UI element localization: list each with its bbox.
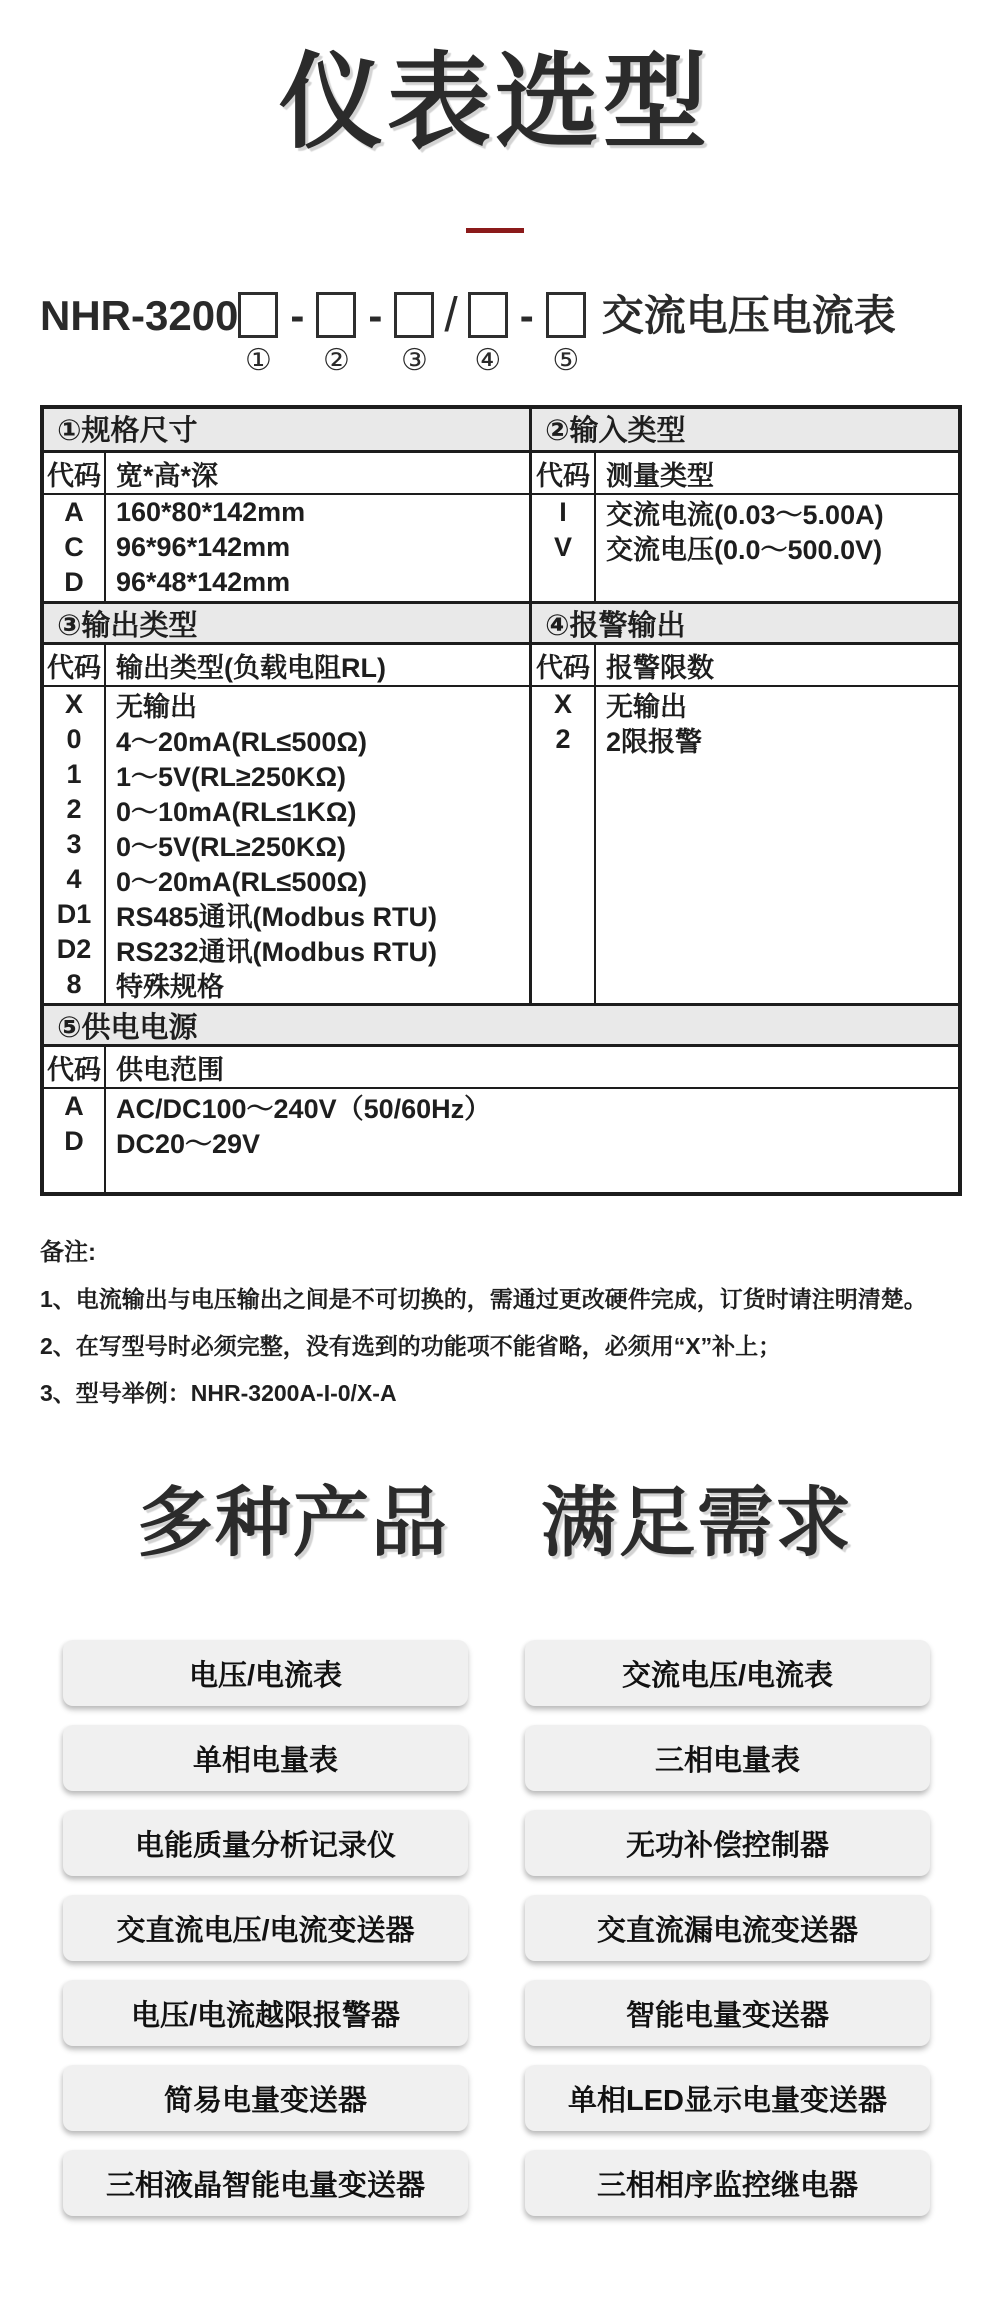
table-row xyxy=(44,530,529,565)
section-header-input-type: ②输入类型 xyxy=(532,409,958,453)
product-button-left-2[interactable]: 单相电量表 xyxy=(63,1725,468,1791)
model-slot-box xyxy=(546,292,586,338)
cell-code: 4 xyxy=(44,862,106,897)
model-slot-number: ⑤ xyxy=(552,344,580,377)
products-heading-left: 多种产品 xyxy=(137,1481,449,1566)
note-item-2: 2、在写型号时必须完整，没有选到的功能项不能省略，必须用“X”补上； xyxy=(40,1333,782,1359)
cell-desc: 0～5V(RL≥250KΩ) xyxy=(116,832,347,862)
table-row xyxy=(532,495,958,530)
table-section-output-type xyxy=(44,645,532,1003)
product-button-right-3[interactable]: 无功补偿控制器 xyxy=(525,1810,930,1876)
cell-desc: 96*96*142mm xyxy=(116,532,291,562)
cell-desc: 特殊规格 xyxy=(116,972,224,1002)
table-row xyxy=(532,687,958,722)
cell-code: X xyxy=(532,687,596,722)
cell-code: D xyxy=(44,565,106,600)
col-header-desc: 输出类型(负载电阻RL) xyxy=(116,652,386,683)
product-button-right-7[interactable]: 三相相序监控继电器 xyxy=(525,2150,930,2216)
note-item-1: 1、电流输出与电压输出之间是不可切换的，需通过更改硬件完成，订货时请注明清楚。 xyxy=(40,1286,927,1312)
products-grid xyxy=(63,1640,930,2216)
cell-code: D xyxy=(44,1124,106,1159)
cell-code: 8 xyxy=(44,967,106,1002)
cell-code: D2 xyxy=(44,932,106,967)
cell-code: C xyxy=(44,530,106,565)
col-header-desc: 报警限数 xyxy=(606,652,714,683)
col-header-code: 代码 xyxy=(532,645,596,685)
cell-code: 0 xyxy=(44,722,106,757)
col-header-code: 代码 xyxy=(44,645,106,685)
table-header-row xyxy=(44,1047,958,1089)
col-header-code: 代码 xyxy=(44,1047,106,1087)
product-button-left-6[interactable]: 简易电量变送器 xyxy=(63,2065,468,2131)
table-section-alarm-output xyxy=(532,645,958,1003)
section-header-alarm-output: ④报警输出 xyxy=(532,601,958,645)
products-heading-right: 满足需求 xyxy=(541,1481,853,1566)
table-header-row xyxy=(44,645,529,687)
product-button-right-4[interactable]: 交直流漏电流变送器 xyxy=(525,1895,930,1961)
table-row xyxy=(44,687,529,722)
table-row xyxy=(44,897,529,932)
product-button-right-2[interactable]: 三相电量表 xyxy=(525,1725,930,1791)
cell-code: A xyxy=(44,495,106,530)
col-header-desc: 供电范围 xyxy=(116,1054,224,1085)
cell-desc: DC20～29V xyxy=(116,1129,261,1159)
model-separator: - xyxy=(519,292,534,339)
title-underline-accent xyxy=(466,228,524,233)
cell-desc: RS232通讯(Modbus RTU) xyxy=(116,937,438,967)
model-slot-number: ① xyxy=(244,344,272,377)
model-separator: - xyxy=(368,292,383,339)
cell-desc: 1～5V(RL≥250KΩ) xyxy=(116,762,347,792)
model-slot-number: ③ xyxy=(400,344,428,377)
cell-code: X xyxy=(44,687,106,722)
table-row xyxy=(44,565,529,600)
product-button-left-4[interactable]: 交直流电压/电流变送器 xyxy=(63,1895,468,1961)
cell-desc: 160*80*142mm xyxy=(116,497,306,527)
cell-code: 3 xyxy=(44,827,106,862)
cell-code: 2 xyxy=(532,722,596,757)
table-row xyxy=(44,827,529,862)
table-row xyxy=(44,862,529,897)
model-slot-1 xyxy=(238,292,278,376)
selection-table xyxy=(40,405,962,1196)
table-row xyxy=(44,495,529,530)
model-slot-2 xyxy=(316,292,356,376)
cell-desc: 无输出 xyxy=(116,692,197,722)
product-button-left-3[interactable]: 电能质量分析记录仪 xyxy=(63,1810,468,1876)
product-button-right-5[interactable]: 智能电量变送器 xyxy=(525,1980,930,2046)
cell-desc: 4～20mA(RL≤500Ω) xyxy=(116,727,368,757)
cell-desc: 96*48*142mm xyxy=(116,567,291,597)
model-slot-number: ② xyxy=(322,344,350,377)
cell-desc: 无输出 xyxy=(606,692,687,722)
cell-desc: 0～10mA(RL≤1KΩ) xyxy=(116,797,357,827)
model-slot-number: ④ xyxy=(474,344,502,377)
model-slot-4 xyxy=(468,292,508,376)
table-row xyxy=(532,530,958,565)
cell-code: A xyxy=(44,1089,106,1124)
section-header-power-supply: ⑤供电电源 xyxy=(44,1003,958,1047)
note-item-3: 3、型号举例：NHR-3200A-I-0/X-A xyxy=(40,1380,397,1406)
model-slot-box xyxy=(238,292,278,338)
page-title: 仪表选型 xyxy=(278,45,711,161)
table-header-row xyxy=(44,453,529,495)
model-prefix: NHR-3200 xyxy=(40,292,239,339)
product-button-left-5[interactable]: 电压/电流越限报警器 xyxy=(63,1980,468,2046)
table-row xyxy=(44,757,529,792)
model-slot-5 xyxy=(546,292,586,376)
notes-label: 备注: xyxy=(40,1239,96,1266)
table-section-power-supply xyxy=(44,1047,958,1192)
section-header-output-type: ③输出类型 xyxy=(44,601,532,645)
table-section-input-type xyxy=(532,453,958,601)
table-filler xyxy=(532,565,958,601)
cell-code: I xyxy=(532,495,596,530)
product-button-right-1[interactable]: 交流电压/电流表 xyxy=(525,1640,930,1706)
cell-desc: 2限报警 xyxy=(606,727,703,757)
table-row xyxy=(532,722,958,757)
product-button-right-6[interactable]: 单相LED显示电量变送器 xyxy=(525,2065,930,2131)
product-button-left-1[interactable]: 电压/电流表 xyxy=(63,1640,468,1706)
cell-desc: AC/DC100～240V（50/60Hz） xyxy=(116,1094,492,1124)
cell-desc: RS485通讯(Modbus RTU) xyxy=(116,902,438,932)
model-suffix: 交流电压电流表 xyxy=(601,292,896,339)
col-header-code: 代码 xyxy=(532,453,596,493)
col-header-desc: 测量类型 xyxy=(606,460,714,491)
table-row xyxy=(44,1089,958,1124)
table-header-row xyxy=(532,453,958,495)
col-header-code: 代码 xyxy=(44,453,106,493)
table-row xyxy=(44,967,529,1002)
notes-section xyxy=(40,1232,960,1408)
model-slot-box xyxy=(394,292,434,338)
model-slot-box xyxy=(316,292,356,338)
table-row xyxy=(44,932,529,967)
cell-code: 1 xyxy=(44,757,106,792)
cell-desc: 0～20mA(RL≤500Ω) xyxy=(116,867,368,897)
model-code-line xyxy=(40,289,896,377)
section-header-dimensions: ①规格尺寸 xyxy=(44,409,532,453)
table-header-row xyxy=(532,645,958,687)
cell-code: 2 xyxy=(44,792,106,827)
cell-code: D1 xyxy=(44,897,106,932)
model-slot-3 xyxy=(394,292,434,376)
table-row xyxy=(44,722,529,757)
cell-desc: 交流电压(0.0～500.0V) xyxy=(606,535,883,565)
table-row xyxy=(44,1124,958,1159)
product-button-left-7[interactable]: 三相液晶智能电量变送器 xyxy=(63,2150,468,2216)
col-header-desc: 宽*高*深 xyxy=(116,460,219,491)
table-row xyxy=(44,792,529,827)
model-separator: - xyxy=(290,292,305,339)
cell-code: V xyxy=(532,530,596,565)
cell-desc: 交流电流(0.03～5.00A) xyxy=(606,500,884,530)
table-filler xyxy=(44,1159,958,1192)
products-heading xyxy=(0,1462,990,1571)
table-filler xyxy=(532,757,958,1003)
table-section-dimensions xyxy=(44,453,532,601)
model-separator-slash: / xyxy=(444,289,458,342)
model-slot-box xyxy=(468,292,508,338)
